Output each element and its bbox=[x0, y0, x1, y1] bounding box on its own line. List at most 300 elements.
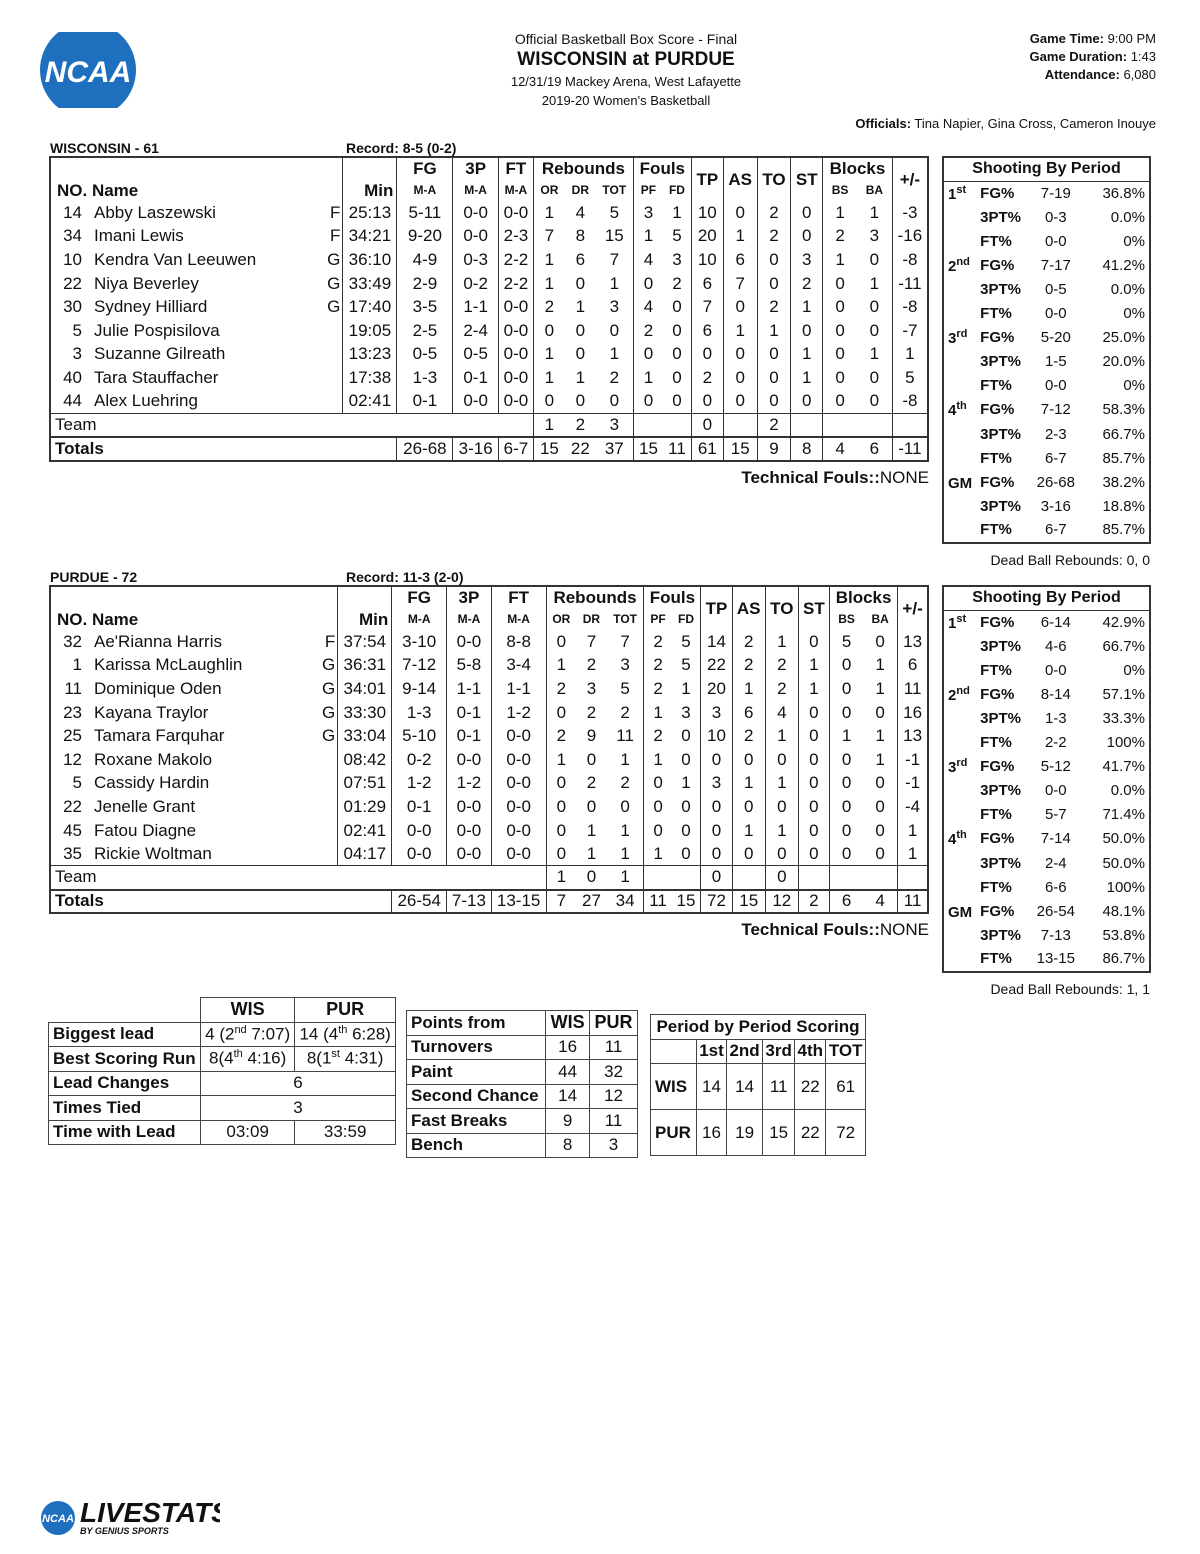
team-row bbox=[50, 413, 928, 437]
shooting-period bbox=[943, 181, 976, 205]
total-st: 2 bbox=[798, 890, 829, 914]
col-as: AS bbox=[723, 157, 757, 201]
player-3p: 0-2 bbox=[453, 272, 499, 296]
shooting-row bbox=[943, 374, 1150, 398]
player-pm: 1 bbox=[898, 842, 928, 866]
player-row bbox=[50, 819, 928, 843]
lead-stats-table bbox=[48, 997, 396, 1145]
player-bs: 0 bbox=[830, 654, 864, 678]
shooting-made-attempted: 0-0 bbox=[1044, 661, 1067, 679]
col-no_name: NO. Name bbox=[57, 181, 139, 200]
period-row bbox=[651, 1064, 866, 1110]
player-as: 0 bbox=[723, 366, 757, 390]
player-fg: 3-5 bbox=[397, 295, 453, 319]
total-3p: 3-16 bbox=[453, 437, 499, 461]
player-or: 0 bbox=[546, 819, 576, 843]
player-tp: 0 bbox=[701, 748, 732, 772]
shooting-row bbox=[943, 803, 1150, 827]
player-or: 0 bbox=[546, 795, 576, 819]
shooting-made-attempted: 2-4 bbox=[1044, 854, 1067, 872]
col-ba: BA bbox=[871, 612, 889, 626]
col-no_name: NO. Name bbox=[57, 610, 139, 629]
period-suffix: st bbox=[956, 612, 967, 625]
player-pm: 11 bbox=[898, 677, 928, 701]
player-name: Imani Lewis bbox=[90, 225, 318, 249]
shooting-stat: FT% bbox=[980, 305, 1012, 323]
shooting-period bbox=[943, 706, 976, 730]
shooting-row bbox=[943, 446, 1150, 470]
col-fd: FD bbox=[678, 612, 694, 626]
shooting-percentage: 41.7% bbox=[1102, 758, 1145, 776]
player-minutes: 36:10 bbox=[343, 248, 397, 272]
player-position: F bbox=[330, 202, 341, 222]
shooting-percentage: 0% bbox=[1123, 377, 1145, 395]
player-position: F bbox=[318, 225, 343, 249]
total-dr: 27 bbox=[576, 890, 607, 914]
shooting-stat: 3PT% bbox=[980, 208, 1022, 226]
shooting-percentage: 33.3% bbox=[1102, 710, 1145, 728]
points-from-pur: 12 bbox=[590, 1084, 638, 1109]
shooting-stat: FG% bbox=[980, 473, 1015, 491]
player-fd: 1 bbox=[672, 202, 682, 222]
player-minutes: 07:51 bbox=[338, 772, 392, 796]
pur-biggest-lead: 14 (4th 6:28) bbox=[295, 1022, 396, 1047]
player-pm: 5 bbox=[892, 366, 928, 390]
shooting-made-attempted: 2-2 bbox=[1044, 734, 1067, 752]
col-ma: M-A bbox=[397, 179, 453, 201]
technical-fouls-label: Technical Fouls:: bbox=[741, 920, 880, 940]
player-number: 11 bbox=[64, 678, 82, 698]
player-to: 0 bbox=[757, 272, 791, 296]
player-ft: 8-8 bbox=[491, 630, 546, 654]
player-tp: 20 bbox=[701, 677, 732, 701]
player-or: 7 bbox=[533, 225, 565, 249]
player-pm: -8 bbox=[892, 390, 928, 414]
player-fg: 2-9 bbox=[397, 272, 453, 296]
shooting-percentage: 85.7% bbox=[1102, 449, 1145, 467]
period-col: 3rd bbox=[763, 1039, 795, 1064]
total-pm: 11 bbox=[898, 890, 928, 914]
player-pf: 1 bbox=[644, 748, 672, 772]
player-tot: 1 bbox=[596, 272, 634, 296]
team-to: 0 bbox=[765, 866, 798, 890]
player-ba: 0 bbox=[875, 773, 885, 793]
player-st: 1 bbox=[791, 366, 823, 390]
shooting-made-attempted: 7-19 bbox=[1040, 184, 1071, 202]
player-tp: 0 bbox=[701, 842, 732, 866]
total-tp: 72 bbox=[701, 890, 732, 914]
player-position: G bbox=[311, 654, 338, 678]
player-fg: 5-11 bbox=[397, 201, 453, 225]
period-score: 22 bbox=[795, 1110, 826, 1156]
shooting-percentage: 85.7% bbox=[1102, 521, 1145, 539]
points-from-label: Second Chance bbox=[407, 1084, 546, 1109]
player-fd: 1 bbox=[681, 773, 691, 793]
player-ft: 2-3 bbox=[498, 225, 533, 249]
player-ba: 0 bbox=[863, 701, 898, 725]
player-position bbox=[311, 842, 338, 866]
player-ft: 0-0 bbox=[498, 295, 533, 319]
biggest-lead-label: Biggest lead bbox=[49, 1022, 201, 1047]
wisconsin-box-head bbox=[50, 157, 928, 201]
player-st: 0 bbox=[798, 819, 829, 843]
shooting-stat: 3PT% bbox=[980, 497, 1022, 515]
period-suffix: th bbox=[956, 400, 967, 413]
player-to: 1 bbox=[765, 630, 798, 654]
player-bs: 5 bbox=[830, 630, 864, 654]
player-tot: 0 bbox=[609, 391, 620, 411]
player-fd: 0 bbox=[672, 748, 701, 772]
player-as: 6 bbox=[723, 248, 757, 272]
player-as: 0 bbox=[723, 343, 757, 367]
shooting-made-attempted: 1-3 bbox=[1044, 710, 1067, 728]
player-3p: 1-1 bbox=[447, 677, 492, 701]
shooting-percentage: 100% bbox=[1106, 878, 1145, 896]
period-col: 2nd bbox=[727, 1039, 763, 1064]
shooting-made-attempted: 5-20 bbox=[1040, 329, 1071, 347]
player-tp: 10 bbox=[691, 201, 723, 225]
player-or: 1 bbox=[533, 248, 565, 272]
shooting-percentage: 66.7% bbox=[1102, 425, 1145, 443]
player-pm: -16 bbox=[892, 225, 928, 249]
shooting-row bbox=[943, 518, 1150, 542]
attendance-label: Attendance: bbox=[1044, 67, 1120, 82]
shooting-period bbox=[943, 326, 976, 350]
player-dr: 0 bbox=[576, 795, 607, 819]
total-pf: 11 bbox=[644, 890, 672, 914]
player-3p: 0-0 bbox=[447, 748, 492, 772]
shooting-title-row bbox=[943, 586, 1150, 610]
player-or: 1 bbox=[533, 343, 565, 367]
player-dr: 9 bbox=[586, 726, 597, 746]
shooting-row bbox=[943, 851, 1150, 875]
team-empty bbox=[498, 413, 533, 437]
col-bs: BS bbox=[823, 179, 857, 201]
total-as: 15 bbox=[732, 890, 765, 914]
player-st: 0 bbox=[798, 630, 829, 654]
player-pf: 1 bbox=[644, 701, 672, 725]
team-empty bbox=[732, 866, 765, 890]
player-3p: 0-1 bbox=[447, 724, 492, 748]
shooting-stat: FG% bbox=[980, 184, 1015, 202]
player-name: Abby Laszewski bbox=[94, 202, 216, 222]
total-tot: 37 bbox=[596, 437, 634, 461]
player-name: Alex Luehring bbox=[94, 391, 198, 411]
col-ma: M-A bbox=[447, 608, 492, 630]
team-empty bbox=[644, 866, 672, 890]
game-info bbox=[1030, 30, 1156, 84]
shooting-percentage: 0.0% bbox=[1110, 281, 1145, 299]
player-st: 0 bbox=[798, 842, 829, 866]
player-row bbox=[50, 390, 928, 414]
period-score: 14 bbox=[696, 1064, 726, 1110]
team-empty bbox=[723, 413, 757, 437]
period-score: 19 bbox=[727, 1110, 763, 1156]
purdue-players bbox=[50, 630, 928, 913]
player-3p: 0-1 bbox=[453, 366, 499, 390]
period-suffix: th bbox=[956, 829, 967, 842]
player-or: 2 bbox=[546, 724, 576, 748]
player-to: 1 bbox=[765, 819, 798, 843]
player-tot: 1 bbox=[607, 842, 644, 866]
ncaa-logo-text: NCAA bbox=[44, 56, 132, 89]
player-bs: 0 bbox=[823, 272, 857, 296]
player-ft: 0-0 bbox=[498, 319, 533, 343]
player-to: 0 bbox=[757, 343, 791, 367]
player-name: Ae'Rianna Harris bbox=[94, 631, 222, 651]
player-pm: 13 bbox=[898, 630, 928, 654]
lead-changes: 6 bbox=[201, 1071, 396, 1096]
player-tp: 0 bbox=[701, 795, 732, 819]
shooting-row bbox=[943, 755, 1150, 779]
pur-time-with-lead: 33:59 bbox=[295, 1120, 396, 1145]
shooting-period bbox=[943, 851, 976, 875]
period-team: PUR bbox=[651, 1110, 697, 1156]
player-tot: 3 bbox=[607, 654, 644, 678]
player-3p: 0-5 bbox=[453, 343, 499, 367]
player-tp: 3 bbox=[701, 701, 732, 725]
game-time: 9:00 PM bbox=[1107, 31, 1156, 46]
total-to: 9 bbox=[757, 437, 791, 461]
player-ba: 1 bbox=[875, 726, 885, 746]
player-pm: -3 bbox=[892, 201, 928, 225]
points-from-label: Paint bbox=[407, 1060, 546, 1085]
player-tot: 7 bbox=[620, 631, 630, 651]
team-empty bbox=[798, 866, 829, 890]
shooting-period bbox=[943, 875, 976, 899]
player-position bbox=[318, 343, 343, 367]
totals-row bbox=[50, 890, 928, 914]
player-position: G bbox=[311, 701, 338, 725]
shooting-period bbox=[943, 947, 976, 971]
shooting-percentage: 100% bbox=[1106, 734, 1145, 752]
col-pf: PF bbox=[633, 179, 663, 201]
wisconsin-box-table bbox=[49, 156, 929, 462]
shooting-made-attempted: 5-7 bbox=[1044, 806, 1067, 824]
player-st: 1 bbox=[798, 677, 829, 701]
player-or: 2 bbox=[533, 295, 565, 319]
player-dr: 8 bbox=[565, 225, 596, 249]
player-row bbox=[50, 772, 928, 796]
total-fd: 15 bbox=[672, 890, 701, 914]
player-fd: 0 bbox=[672, 344, 682, 364]
player-minutes: 33:04 bbox=[338, 724, 392, 748]
team-dr: 0 bbox=[576, 866, 607, 890]
player-bs: 0 bbox=[823, 366, 857, 390]
shooting-period bbox=[943, 253, 976, 277]
player-or: 1 bbox=[533, 272, 565, 296]
player-3p: 0-0 bbox=[447, 842, 492, 866]
shooting-percentage: 86.7% bbox=[1102, 950, 1145, 968]
player-to: 1 bbox=[765, 772, 798, 796]
player-name: Rickie Woltman bbox=[90, 842, 311, 866]
shooting-percentage: 53.8% bbox=[1102, 926, 1145, 944]
period-number: 2 bbox=[948, 686, 957, 704]
player-minutes: 01:29 bbox=[338, 795, 392, 819]
player-fd: 0 bbox=[672, 297, 682, 317]
wisconsin-dead-ball-rebounds: Dead Ball Rebounds: 0, 0 bbox=[990, 551, 1150, 568]
player-fd: 0 bbox=[672, 795, 701, 819]
player-bs: 0 bbox=[830, 748, 864, 772]
player-bs: 1 bbox=[823, 248, 857, 272]
shooting-made-attempted: 26-68 bbox=[1036, 473, 1075, 491]
total-ft: 13-15 bbox=[491, 890, 546, 914]
shooting-stat: FT% bbox=[980, 661, 1012, 679]
player-ft: 1-1 bbox=[491, 677, 546, 701]
player-dr: 7 bbox=[586, 631, 597, 651]
shooting-period bbox=[943, 422, 976, 446]
shooting-stat: FT% bbox=[980, 232, 1012, 250]
col-tp: TP bbox=[701, 586, 732, 630]
player-st: 0 bbox=[791, 201, 823, 225]
player-tot: 3 bbox=[609, 297, 620, 317]
shooting-row bbox=[943, 731, 1150, 755]
player-tp: 3 bbox=[701, 772, 732, 796]
totals-label: Totals bbox=[50, 437, 397, 461]
shooting-percentage: 66.7% bbox=[1102, 637, 1145, 655]
player-position bbox=[311, 795, 338, 819]
player-number: 32 bbox=[63, 631, 82, 651]
shooting-stat: 3PT% bbox=[980, 637, 1022, 655]
shooting-period bbox=[943, 731, 976, 755]
team-row bbox=[50, 866, 928, 890]
player-ft: 2-2 bbox=[498, 272, 533, 296]
shooting-percentage: 41.2% bbox=[1102, 256, 1145, 274]
col-st: ST bbox=[791, 157, 823, 201]
pf-col-pur: PUR bbox=[590, 1011, 638, 1036]
shooting-row bbox=[943, 682, 1150, 706]
player-pf: 2 bbox=[644, 724, 672, 748]
player-minutes: 08:42 bbox=[338, 748, 392, 772]
team-or: 1 bbox=[533, 413, 565, 437]
player-fd: 0 bbox=[681, 820, 691, 840]
team-empty bbox=[633, 413, 663, 437]
player-as: 0 bbox=[732, 748, 765, 772]
team-label: Team bbox=[50, 866, 338, 890]
shooting-row bbox=[943, 398, 1150, 422]
player-pf: 0 bbox=[644, 772, 672, 796]
shooting-stat: FT% bbox=[980, 734, 1012, 752]
player-st: 1 bbox=[791, 343, 823, 367]
player-dr: 0 bbox=[565, 319, 596, 343]
col-ma: M-A bbox=[498, 179, 533, 201]
player-st: 0 bbox=[798, 772, 829, 796]
player-tot: 15 bbox=[596, 225, 634, 249]
player-pf: 1 bbox=[633, 225, 663, 249]
player-to: 2 bbox=[765, 654, 798, 678]
col-rebounds: Rebounds bbox=[533, 157, 633, 179]
player-number: 25 bbox=[63, 726, 82, 746]
player-fd: 1 bbox=[681, 678, 691, 698]
period-header-row bbox=[651, 1039, 866, 1064]
shooting-percentage: 71.4% bbox=[1102, 806, 1145, 824]
officials bbox=[855, 116, 1156, 131]
points-from-wis: 9 bbox=[546, 1109, 590, 1134]
period-number: GM bbox=[948, 903, 973, 921]
col-3p: 3P bbox=[453, 157, 499, 179]
player-or: 0 bbox=[546, 772, 576, 796]
box-score-subtitle: Official Basketball Box Score - Final bbox=[514, 31, 738, 47]
wisconsin-shooting-by-period bbox=[942, 156, 1151, 544]
duration: 1:43 bbox=[1130, 49, 1156, 64]
total-tot: 34 bbox=[607, 890, 644, 914]
player-ft: 0-0 bbox=[498, 343, 533, 367]
shooting-period bbox=[943, 350, 976, 374]
player-row bbox=[50, 295, 928, 319]
shooting-made-attempted: 0-3 bbox=[1044, 208, 1067, 226]
total-st: 8 bbox=[791, 437, 823, 461]
period-scoring-table bbox=[650, 1014, 866, 1156]
player-minutes: 13:23 bbox=[343, 343, 397, 367]
livestats-tagline: BY GENIUS SPORTS bbox=[80, 1526, 169, 1536]
player-tp: 20 bbox=[691, 225, 723, 249]
header-row bbox=[50, 157, 928, 179]
player-pm: -8 bbox=[892, 295, 928, 319]
shooting-made-attempted: 0-5 bbox=[1044, 281, 1067, 299]
player-ba: 1 bbox=[857, 272, 892, 296]
player-fg: 0-2 bbox=[392, 748, 447, 772]
period-number: 2 bbox=[948, 257, 957, 275]
col-rebounds: Rebounds bbox=[546, 586, 644, 608]
player-position bbox=[318, 390, 343, 414]
lead-changes-label: Lead Changes bbox=[49, 1071, 201, 1096]
shooting-row bbox=[943, 277, 1150, 301]
player-ft: 3-4 bbox=[491, 654, 546, 678]
player-dr: 0 bbox=[575, 344, 586, 364]
points-from-wis: 14 bbox=[546, 1084, 590, 1109]
duration-label: Game Duration: bbox=[1029, 49, 1128, 64]
wisconsin-heading: WISCONSIN - 61 bbox=[50, 140, 159, 156]
player-st: 0 bbox=[798, 795, 829, 819]
player-tp: 0 bbox=[701, 819, 732, 843]
team-tot: 3 bbox=[596, 413, 634, 437]
player-number: 5 bbox=[72, 773, 82, 793]
team-empty bbox=[857, 413, 892, 437]
shooting-row bbox=[943, 779, 1150, 803]
player-ft: 0-0 bbox=[498, 201, 533, 225]
shooting-percentage: 0.0% bbox=[1110, 782, 1145, 800]
player-row bbox=[50, 677, 928, 701]
player-or: 0 bbox=[546, 842, 576, 866]
shooting-percentage: 48.1% bbox=[1102, 902, 1145, 920]
shooting-stat: FG% bbox=[980, 830, 1015, 848]
player-row bbox=[50, 201, 928, 225]
player-or: 1 bbox=[546, 654, 576, 678]
player-row bbox=[50, 272, 928, 296]
period-score: 22 bbox=[795, 1064, 826, 1110]
game-venue: 12/31/19 Mackey Arena, West Lafayette bbox=[510, 74, 742, 89]
player-name: Kayana Traylor bbox=[90, 701, 311, 725]
shooting-made-attempted: 26-54 bbox=[1036, 902, 1075, 920]
col-to: TO bbox=[765, 586, 798, 630]
period-col: TOT bbox=[826, 1039, 866, 1064]
col-min: Min bbox=[338, 586, 392, 630]
shooting-title-row bbox=[943, 157, 1150, 181]
player-pm: 1 bbox=[892, 343, 928, 367]
player-3p: 0-0 bbox=[453, 390, 499, 414]
player-tp: 10 bbox=[691, 248, 723, 272]
player-name: Roxane Makolo bbox=[90, 748, 311, 772]
player-fg: 9-14 bbox=[392, 677, 447, 701]
shooting-percentage: 42.9% bbox=[1102, 613, 1145, 631]
points-from-label: Turnovers bbox=[407, 1035, 546, 1060]
total-3p: 7-13 bbox=[447, 890, 492, 914]
player-ft: 0-0 bbox=[498, 390, 533, 414]
player-name: Jenelle Grant bbox=[90, 795, 311, 819]
total-ba: 6 bbox=[857, 437, 892, 461]
player-or: 0 bbox=[546, 630, 576, 654]
game-season: 2019-20 Women's Basketball bbox=[541, 93, 711, 108]
